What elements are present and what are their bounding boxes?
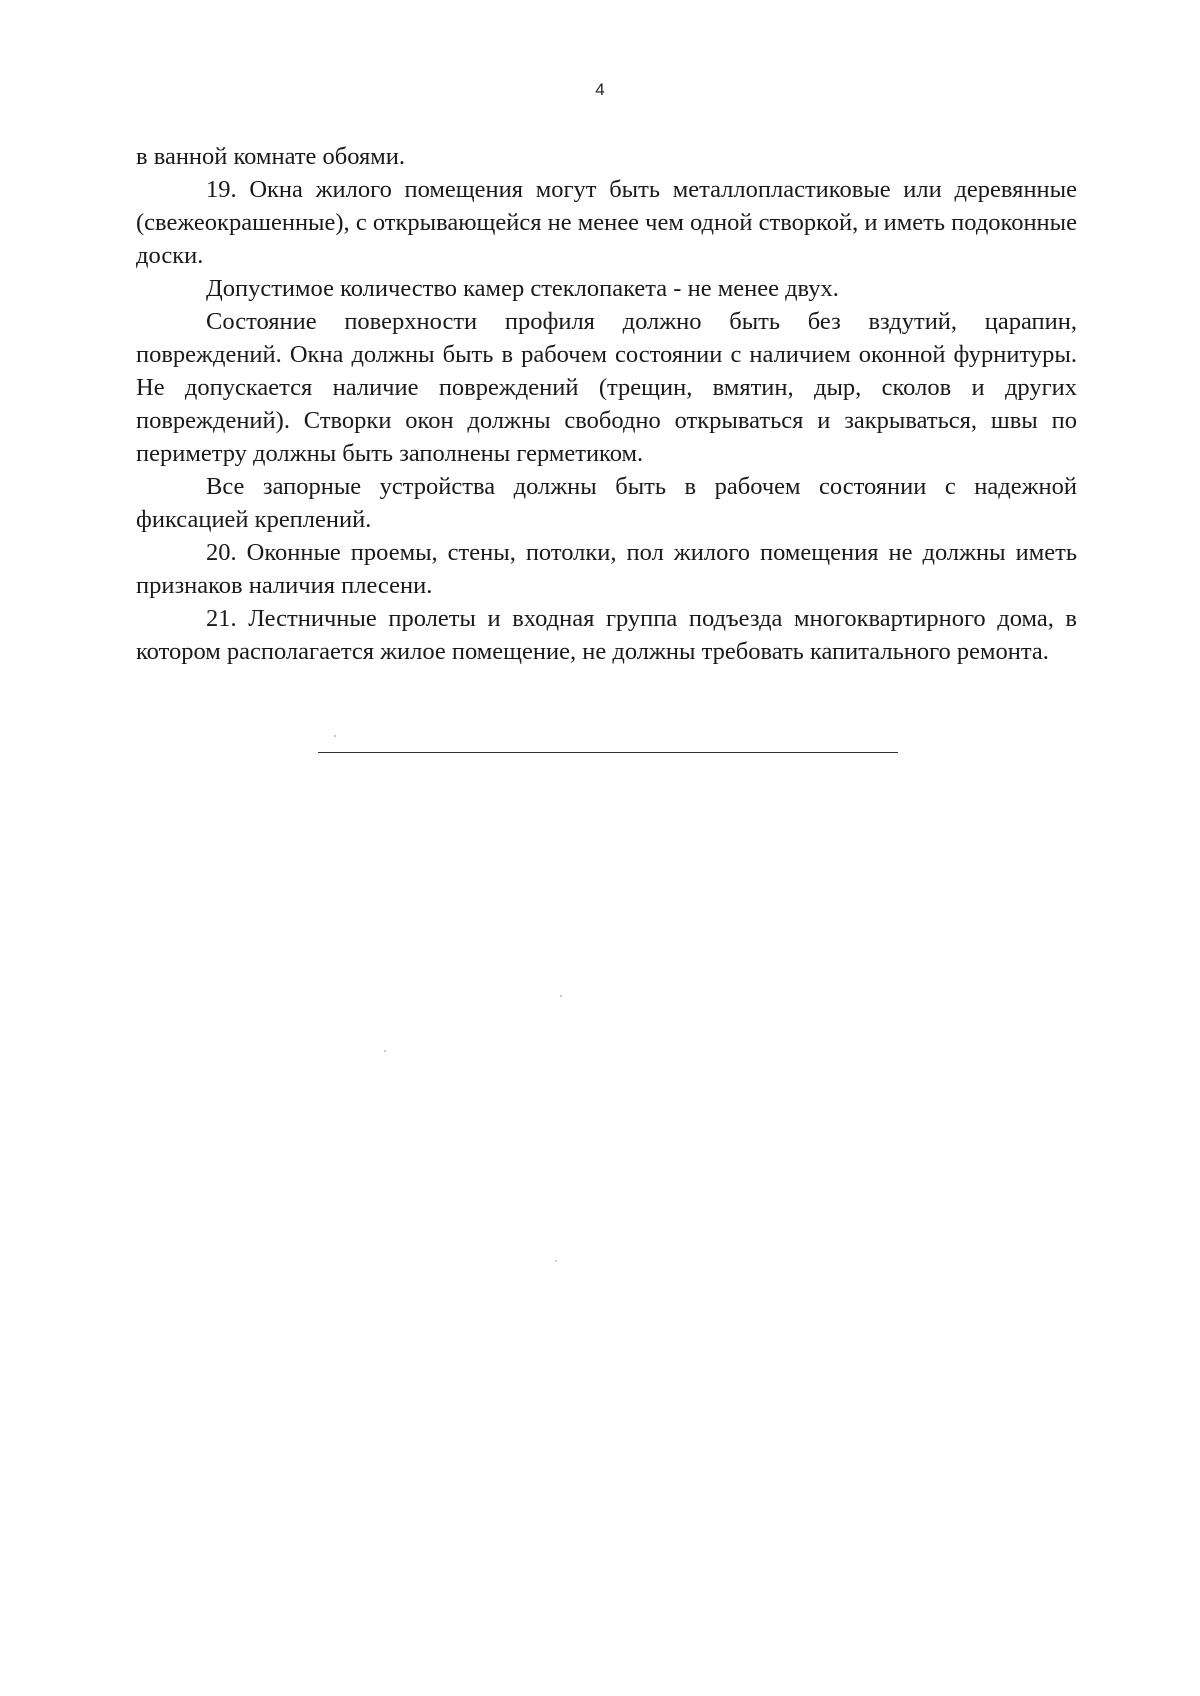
paragraph-profile-condition: Состояние поверхности профиля должно быть без вздутий, царапин, повреждений. Окна должны быть в рабочем состоянии с наличием оконной фурнитуры. Не допускается наличие повреждений (трещин, вмятин, дыр, сколов и других повреждений). Створки окон должны свободно открываться и закрываться, швы по периметру должны быть заполнены герметиком. xyxy=(136,308,1077,467)
paragraph-glazing: Допустимое количество камер стеклопакета - не менее двух. xyxy=(206,275,839,302)
paragraph-item-20: 20. Оконные проемы, стены, потолки, пол жилого помещения не должны иметь признаков наличия плесени. xyxy=(136,539,1077,599)
scan-speck xyxy=(555,1260,557,1262)
scan-speck xyxy=(334,735,336,737)
document-body xyxy=(136,140,1077,668)
scan-speck xyxy=(384,1050,386,1052)
paragraph-continuation: в ванной комнате обоями. xyxy=(136,143,406,170)
scan-speck xyxy=(560,995,562,997)
paragraph-item-21: 21. Лестничные пролеты и входная группа подъезда многоквартирного дома, в котором располагается жилое помещение, не должны требовать капитального ремонта. xyxy=(136,605,1077,665)
paragraph-item-19: 19. Окна жилого помещения могут быть металлопластиковые или деревянные (свежеокрашенные), с открывающейся не менее чем одной створкой, и иметь подоконные доски. xyxy=(136,176,1077,269)
paragraph-locking-devices: Все запорные устройства должны быть в рабочем состоянии с надежной фиксацией креплений. xyxy=(136,473,1077,533)
end-of-document-rule xyxy=(318,752,898,753)
page-number: 4 xyxy=(595,80,605,99)
